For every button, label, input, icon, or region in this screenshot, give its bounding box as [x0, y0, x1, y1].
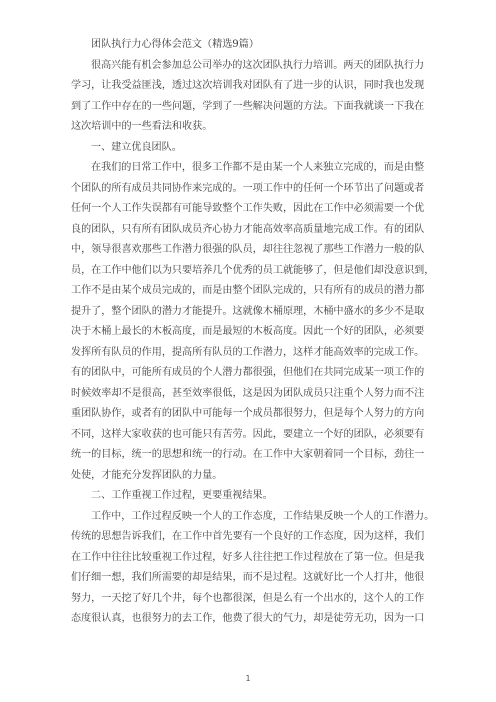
text-line: 在我们的日常工作中，很多工作都不是由某一个人来独立完成的，而是由整 — [91, 162, 425, 173]
text-line: 态度很认真，也很努力的去工作，他费了很大的气力，却是徒劳无功，因为一口 — [71, 613, 425, 624]
text-line: 统一的目标，统一的思想和统一的行动。在工作中大家朝着同一个目标，劲往一 — [71, 449, 425, 460]
text-line: 任何一个人工作失误都有可能导致整个工作失败，因此在工作中必须需要一个优 — [71, 203, 425, 214]
text-line: 重团队协作，或者有的团队中可能每一个成员都很努力，但是每个人努力的方向 — [71, 408, 425, 419]
text-line: 努力，一天挖了好几个井，每个也都很深，但是么有一个出水的，这个人的工作 — [71, 592, 425, 604]
section-heading: 二、工作重视工作过程，更要重视结果。 — [91, 490, 273, 501]
text-line: 学习，让我受益匪浅，透过这次培训我对团队有了进一步的认识，同时我也发现 — [71, 80, 425, 91]
section1-paragraph — [71, 158, 435, 486]
text-line: 在工作中往往比较重视工作过程，好多人往往把工作过程放在了第一位。但是我 — [71, 551, 425, 563]
text-line: 提升了，整个团队的潜力才能提升。这就像木桶原理，木桶中盛水的多少不是取 — [71, 305, 425, 317]
page-number: 1 — [245, 674, 251, 683]
text-line: 们仔细一想，我们所需要的却是结果，而不是过程。这就好比一个人打井，他很 — [71, 572, 425, 583]
section2-paragraph — [71, 507, 435, 630]
document-title: 团队执行力心得体会范文（精选9篇） — [91, 39, 259, 50]
text-line: 很高兴能有机会参加总公司举办的这次团队执行力培训。两天的团队执行力 — [91, 59, 425, 71]
text-line: 这次培训中的一些看法和收获。 — [71, 121, 213, 132]
text-line: 员，在工作中他们以为只要培养几个优秀的员工就能够了，但是他们却没意识到， — [71, 264, 435, 276]
text-line: 处使，才能充分发挥团队的力量。 — [71, 469, 223, 481]
text-line: 个团队的所有成员共同协作来完成的。一项工作中的任何一个环节出了问题或者 — [71, 182, 425, 194]
text-line: 有的团队中，可能所有成员的个人潜力都很强，但他们在共同完成某一项工作的 — [71, 367, 425, 378]
text-line: 发挥所有队员的作用，提高所有队员的工作潜力，这样才能高效率的完成工作。 — [71, 346, 425, 358]
text-line: 决于木桶上最长的木板高度，而是最短的木板高度。因此一个好的团队，必须要 — [71, 326, 425, 337]
text-line: 不同，这样大家收获的也可能只有苦劳。因此，要建立一个好的团队，必须要有 — [71, 428, 425, 440]
text-line: 工作不是由某个成员完成的，而是由整个团队完成的，只有所有的成员的潜力都 — [71, 285, 425, 296]
section-heading: 一、建立优良团队。 — [91, 141, 182, 153]
text-line: 到了工作中存在的一些问题，学到了一些解决问题的方法。下面我就谈一下我在 — [71, 100, 425, 112]
text-line: 时候效率却不是很高，甚至效率很低，这是因为团队成员只注重个人努力而不注 — [71, 387, 425, 399]
text-line: 中，领导很喜欢那些工作潜力很强的队员，却往往忽视了那些工作潜力一般的队 — [71, 244, 425, 255]
document-body — [71, 35, 435, 630]
intro-paragraph — [71, 56, 429, 138]
text-line: 良的团队，只有所有团队成员齐心协力才能高效率高质量地完成工作。有的团队 — [71, 223, 425, 235]
text-line: 传统的思想告诉我们，在工作中首先要有一个良好的工作态度，因为这样，我们 — [71, 531, 425, 542]
text-line: 工作中，工作过程反映一个人的工作态度，工作结果反映一个人的工作潜力。 — [91, 510, 435, 522]
